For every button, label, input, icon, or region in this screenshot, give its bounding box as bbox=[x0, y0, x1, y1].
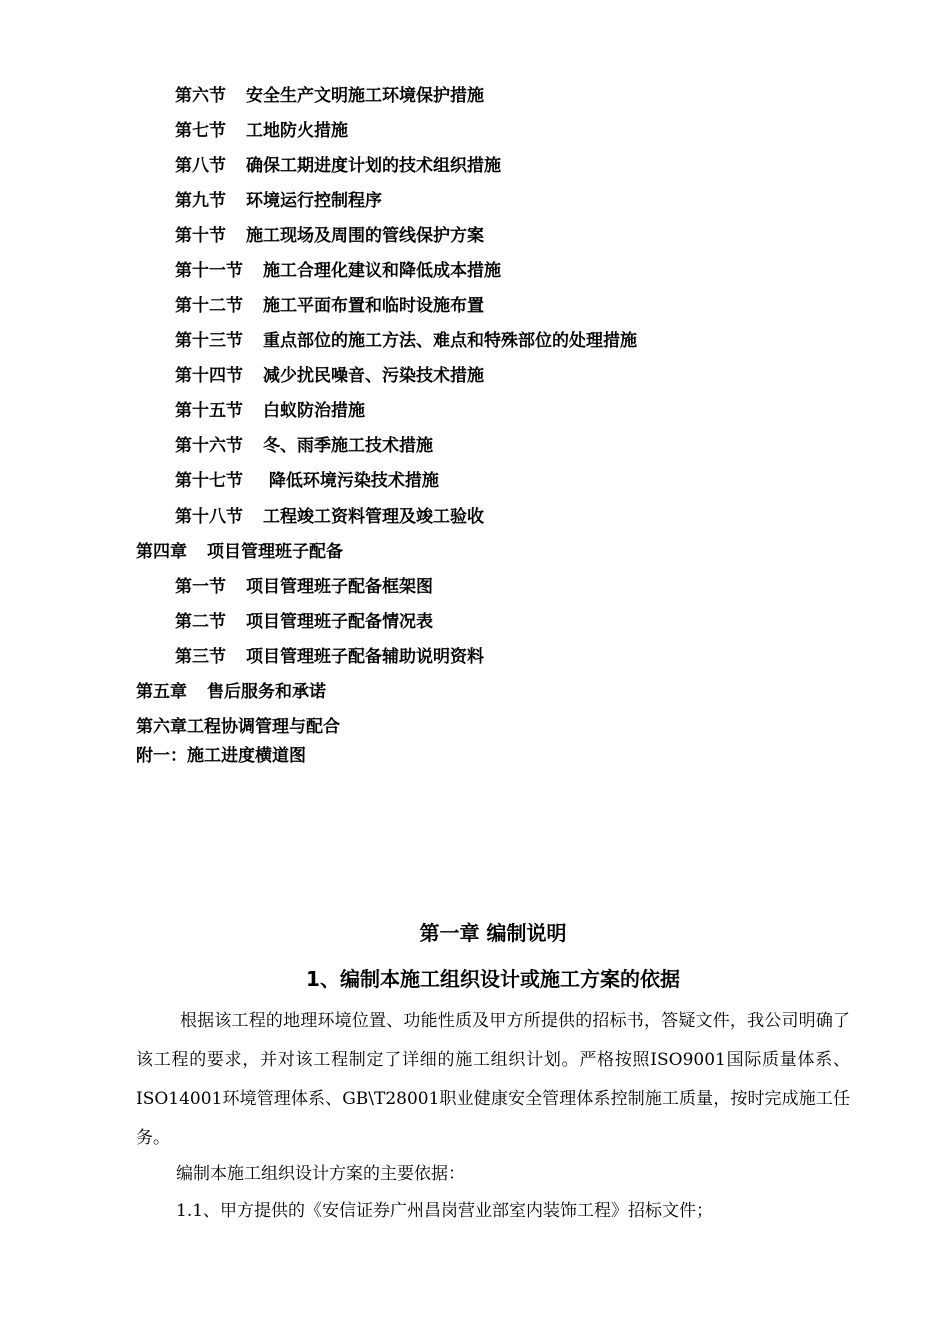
toc-item-number: 第十节 bbox=[175, 226, 226, 246]
toc-item bbox=[175, 435, 433, 457]
toc-appendix: 附一：施工进度横道图 bbox=[136, 746, 306, 766]
toc-item bbox=[175, 611, 433, 633]
toc-item-title: 确保工期进度计划的技术组织措施 bbox=[246, 156, 501, 176]
toc-item-title: 减少扰民噪音、污染技术措施 bbox=[263, 366, 484, 386]
toc-item bbox=[175, 576, 433, 598]
toc-item bbox=[175, 330, 637, 352]
toc-item-title: 降低环境污染技术措施 bbox=[263, 471, 439, 491]
toc-item bbox=[175, 400, 365, 422]
toc-item-title: 项目管理班子配备辅助说明资料 bbox=[246, 647, 484, 667]
toc-item-number: 第三节 bbox=[175, 647, 226, 667]
body-paragraph: 编制本施工组织设计方案的主要依据： bbox=[176, 1164, 465, 1184]
toc-item bbox=[175, 506, 484, 528]
toc-chapter-title: 项目管理班子配备 bbox=[207, 542, 343, 562]
toc-item-number: 第二节 bbox=[175, 612, 226, 632]
toc-item bbox=[175, 365, 484, 387]
toc-item-title: 白蚁防治措施 bbox=[263, 401, 365, 421]
toc-item-title: 工程竣工资料管理及竣工验收 bbox=[263, 507, 484, 527]
toc-item-title: 施工平面布置和临时设施布置 bbox=[263, 296, 484, 316]
toc-item-number: 第十八节 bbox=[175, 507, 243, 527]
toc-chapter bbox=[136, 681, 326, 703]
toc-item-number: 第十三节 bbox=[175, 331, 243, 351]
toc-item-number: 第八节 bbox=[175, 156, 226, 176]
body-paragraph: 1.1、甲方提供的《安信证券广州昌岗营业部室内装饰工程》招标文件； bbox=[176, 1201, 714, 1221]
toc-item-title: 施工现场及周围的管线保护方案 bbox=[246, 226, 484, 246]
toc-item-title: 施工合理化建议和降低成本措施 bbox=[263, 261, 501, 281]
toc-item-number: 第七节 bbox=[175, 121, 226, 141]
toc-chapter-number: 第四章 bbox=[136, 542, 187, 562]
chapter-heading: 第一章 编制说明 bbox=[419, 921, 567, 945]
toc-item-number: 第十五节 bbox=[175, 401, 243, 421]
toc-item bbox=[175, 470, 439, 492]
toc-item bbox=[175, 120, 348, 142]
toc-item bbox=[175, 85, 484, 107]
toc-item-title: 冬、雨季施工技术措施 bbox=[263, 436, 433, 456]
toc-item-number: 第九节 bbox=[175, 191, 226, 211]
toc-chapter bbox=[136, 541, 343, 563]
toc-item-title: 安全生产文明施工环境保护措施 bbox=[246, 86, 484, 106]
toc-item-number: 第十四节 bbox=[175, 366, 243, 386]
toc-chapter-title: 售后服务和承诺 bbox=[207, 682, 326, 702]
toc-item-title: 项目管理班子配备情况表 bbox=[246, 612, 433, 632]
toc-item-title: 重点部位的施工方法、难点和特殊部位的处理措施 bbox=[263, 331, 637, 351]
toc-item-number: 第一节 bbox=[175, 577, 226, 597]
toc-item-number: 第六节 bbox=[175, 86, 226, 106]
section-heading: 1、编制本施工组织设计或施工方案的依据 bbox=[306, 967, 680, 991]
toc-item-title: 环境运行控制程序 bbox=[246, 191, 382, 211]
toc-item-number: 第十七节 bbox=[175, 471, 243, 491]
toc-chapter: 第六章工程协调管理与配合 bbox=[136, 717, 340, 737]
body-paragraph: 根据该工程的地理环境位置、功能性质及甲方所提供的招标书，答疑文件，我公司明确了该工程的要求，并对该工程制定了详细的施工组织计划。严格按照ISO9001国际质量体系、ISO14001环境管理体系、GB\T28001职业健康安全管理体系控制施工质量，按时完成施工任务。 bbox=[136, 1011, 850, 1148]
toc-item-number: 第十六节 bbox=[175, 436, 243, 456]
toc-item bbox=[175, 646, 484, 668]
toc-item-title: 项目管理班子配备框架图 bbox=[246, 577, 433, 597]
toc-item bbox=[175, 155, 501, 177]
toc-item bbox=[175, 260, 501, 282]
toc-item-number: 第十二节 bbox=[175, 296, 243, 316]
toc-item-number: 第十一节 bbox=[175, 261, 243, 281]
toc-chapter-number: 第五章 bbox=[136, 682, 187, 702]
toc-item bbox=[175, 295, 484, 317]
toc-item-title: 工地防火措施 bbox=[246, 121, 348, 141]
toc-item bbox=[175, 190, 382, 212]
toc-item bbox=[175, 225, 484, 247]
